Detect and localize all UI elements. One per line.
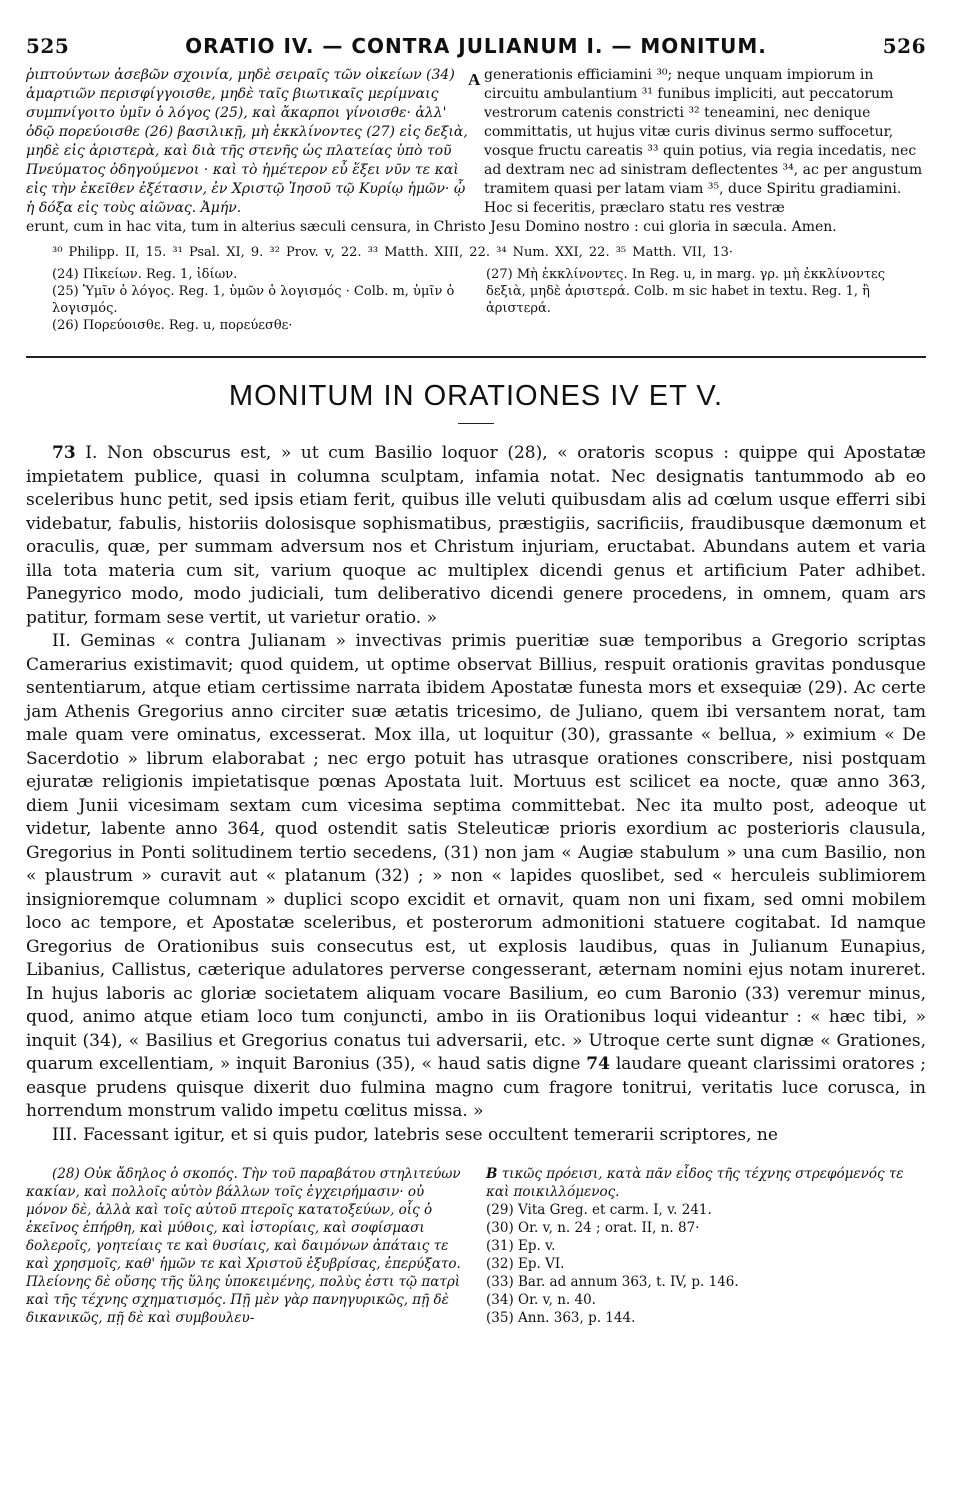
page — [26, 34, 926, 1327]
paragraph-3: III. Facessant igitur, et si quis pudor, latebris sese occultent temerarii scriptores, ne — [52, 1124, 778, 1145]
heading-dash — [458, 423, 494, 424]
left-page-number: 525 — [26, 34, 70, 58]
margin-marker-a: A — [468, 70, 481, 89]
section-divider — [26, 356, 926, 358]
paragraph-2: II. Geminas « contra Julianam » invectivas primis pueritiæ suæ temporibus a Gregorio scriptas Camerarius existimavit; quod quidem, ut optime observat Billius, respuit orationis gravitas pondusque sententiarum, atque etiam certissime narrata ibidem Apostatæ funesta mors et exsequiæ (29). Ac certe jam Athenis Gregorius anno circiter suæ ætatis tricesimo, de Juliano, quem ibi versantem norat, tam male quam vere ominatus, excesserat. Mox illa, ut loquitur (30), grassante « bellua, » eximium « De Sacerdotio » librum elaborabat ; nec ergo potuit has utrasque orationes conscribere, nisi postquam ejuratæ religionis impietatisque pœnas Apostata luit. Mortuus est scilicet ea nocte, quæ anno 363, diem Junii vicesimam sextam cum vicesima septima committebat. Nec ita multo post, adeoque ut videtur, labente anno 364, quod ostendit satis Steleuticæ prioris exordium ac posterioris clausula, Gregorius in Ponti solitudinem tertio secedens, (31) non jam « Augiæ stabulum » una cum Basilio, non « plaustrum » curavit aut « platanum (32) ; » non « lapides quoslibet, sed « herculeis sublimiorem insignioremque columnam » duplici scopo excidit et ornavit, quam non uni fixam, sed omni mobilem loco ac tempore, et Apostatæ sceleribus, et posterorum admonitioni statuere cogitabat. Id namque Gregorius de Orationibus suis consecutus est, ut explosis laudibus, quas in Julianum Eunapius, Libanius, Callistus, cæterique adulatores perverse congesserant, æternam nomini ejus notam inureret. In hujus laboris ac gloriæ societatem aliquam vocare Basilium, eo cum Baronio (33) veremur minus, quod, animo atque etiam loco tum conjuncti, ambo in iis Orationibus loqui videantur : « hæc tibi, » inquit (34), « Basilius et Gregorius conatus tui adversarii, etc. » Utroque certe sunt dignæ « Grationes, quarum excellentiam, » inquit Baronius (35), « haud satis digne 74 laudare queant clarissimi oratores ; easque prudens quisque dixerit duo fulmina magno cum fragore tonitrui, veritatis luce corusca, in horrendum monstrum valido impetu cœlitus missa. » — [26, 631, 927, 1121]
greek-text: ῥιπτούντων ἀσεβῶν σχοινία, μηδὲ σειραῖς τῶν οἰκείων (34) ἁμαρτιῶν περισφίγγοισθε, μηδὲ ταῖς βιωτικαῖς μερίμναις συμπνίγοιτο ὑμῖν ὁ λόγος (25), καὶ ἄκαρποι γίνοισθε· ἀλλ' ὁδῷ πορεύοισθε (26) βασιλικῇ, μὴ ἐκκλίνοντες (27) εἰς δεξιὰ, μηδὲ εἰς ἀριστερὰ, καὶ διὰ τῆς στενῆς ὡς πλατείας ὑπὸ τοῦ Πνεύματος ὁδηγούμενοι · καὶ τὸ ἡμέτερον εὖ ἕξει νῦν τε καὶ εἰς τὴν ἐκεῖθεν ἐξέτασιν, ἐν Χριστῷ Ἰησοῦ τῷ Κυρίῳ ἡμῶν· ᾧ ἡ δόξα εἰς τοὺς αἰῶνας. Ἀμήν. — [26, 67, 468, 216]
running-header — [26, 34, 926, 64]
paragraph-1: 73 I. Non obscurus est, » ut cum Basilio loquor (28), « oratoris scopus : quippe qui Apostatæ impietatem publice, quasi in columna sculptam, infamia notat. Nec designatis tantummodo ab eo sceleribus hunc petit, sed ipsis etiam ferit, quibus ille veluti quibusdam alis ad cœlum usque efferri sibi videbatur, fabulis, historiis dolosisque sophismatibus, præstigiis, sacrificiis, fraudibusque dæmonum et oraculis, quæ, per summam adversum nos et Christum injuriam, eructabat. Abundans autem et varia illa tota materia cum sit, varium quoque ac multiplex dicendi genus et artificium Pater adhibet. Panegyrico modo, modo judiciali, tum deliberativo dicendi genere procedens, in omnem, quam ars patitur, formam sese vertit, ut varietur oratio. » — [26, 443, 927, 628]
right-page-number: 526 — [882, 34, 926, 58]
margin-marker-b: B — [486, 1166, 498, 1182]
footnote: (30) Or. v, n. 24 ; orat. II, n. 87· — [486, 1220, 700, 1236]
top-footnotes — [26, 266, 926, 334]
footnote: (32) Ep. VI. — [486, 1256, 565, 1272]
top-footnotes-right — [486, 266, 926, 334]
main-text — [26, 442, 926, 1147]
bottom-footnotes-right — [486, 1165, 926, 1327]
scripture-references: ³⁰ Philipp. II, 15. ³¹ Psal. XI, 9. ³² Prov. v, 22. ³³ Matth. XIII, 22. ³⁴ Num. XXI, 22. ³⁵ Matth. VII, 13· — [52, 245, 734, 260]
footnote: (35) Ann. 363, p. 144. — [486, 1310, 636, 1326]
top-footnotes-left — [26, 266, 466, 334]
greek-footnote: (28) Οὐκ ἄδηλος ὁ σκοπός. Τὴν τοῦ παραβάτου στηλιτεύων κακίαν, καὶ πολλοῖς αὐτὸν βάλλων τοῖς ἐγχειρήμασιν· οὐ μόνον δὲ, ἀλλὰ καὶ τοῖς αὐτοῦ πτεροῖς κατατοξεύων, οἷς ὁ ἐκεῖνος ἐπήρθη, καὶ μύθοις, καὶ ἱστορίαις, καὶ σοφίσμασι δολεροῖς, γοητείαις τε καὶ θυσίαις, καὶ δαιμόνων ἀπάταις τε καὶ χρησμοῖς, καθ' ἡμῶν τε καὶ Χριστοῦ ἐξυβρίσας, ἐπερύξατο. Πλείονης δὲ οὔσης τῆς ὕλης ὑποκειμένης, πολὺς ἐστι τῷ πατρὶ καὶ τῆς τέχνης σχηματισμός. Πῇ μὲν γὰρ πανηγυρικῶς, πῇ δὲ δικανικῶς, πῇ δὲ καὶ συμβουλευ- — [26, 1166, 461, 1326]
footnote: (24) Πἰκείων. Reg. 1, ἰδίων. — [52, 267, 238, 282]
footnote: (27) Μὴ ἐκκλίνοντες. In Reg. u, in marg. γρ. μὴ ἐκκλίνοντες δεξιὰ, μηδὲ ἀριστερά. Colb. m sic habet in textu. Reg. 1, ἢ ἀριστερά. — [486, 267, 886, 316]
top-columns — [26, 66, 926, 218]
running-title: ORATIO IV. — CONTRA JULIANUM I. — MONITUM. — [185, 34, 767, 58]
latin-continuation: erunt, cum in hac vita, tum in alterius sæculi censura, in Christo Jesu Domino nostro : cui gloria in sæcula. Amen. — [26, 219, 837, 235]
greek-footnote-continuation: B τικῶς πρόεισι, κατὰ πᾶν εἶδος τῆς τέχνης στρεφόμενός τε καὶ ποικιλλόμενος. — [486, 1166, 904, 1200]
margin-number: 74 — [586, 1054, 610, 1074]
latin-column — [484, 66, 926, 218]
footnote: (34) Or. v, n. 40. — [486, 1292, 596, 1308]
footnote: (25) Ὑμῖν ὁ λόγος. Reg. 1, ὑμῶν ὁ λογισμός · Colb. m, ὑμῖν ὁ λογισμός. — [52, 284, 455, 316]
margin-number: 73 — [52, 443, 76, 463]
footnote: (31) Ep. v. — [486, 1238, 556, 1254]
footnote: (26) Πορεύοισθε. Reg. u, πορεύεσθε· — [52, 318, 293, 333]
section-heading: MONITUM IN ORATIONES IV ET V. — [228, 380, 724, 412]
footnote: (33) Bar. ad annum 363, t. IV, p. 146. — [486, 1274, 739, 1290]
footnote: (29) Vita Greg. et carm. I, v. 241. — [486, 1202, 712, 1218]
greek-column — [26, 66, 468, 218]
latin-text: generationis efficiamini ³⁰; neque unquam impiorum in circuitu ambulantium ³¹ funibus impliciti, aut peccatorum vestrorum catenis constricti ³² teneamini, nec denique committatis, ut hujus vitæ curis divinus sermo suffocetur, vosque fructu careatis ³³ quin potius, via regia incedatis, nec ad dextram nec ad sinistram deflectentes ³⁴, ac per angustum tramitem quasi per latam viam ³⁵, duce Spiritu gradiamini. Hoc si feceritis, præclaro statu res vestræ — [484, 67, 923, 216]
bottom-footnotes — [26, 1165, 926, 1327]
